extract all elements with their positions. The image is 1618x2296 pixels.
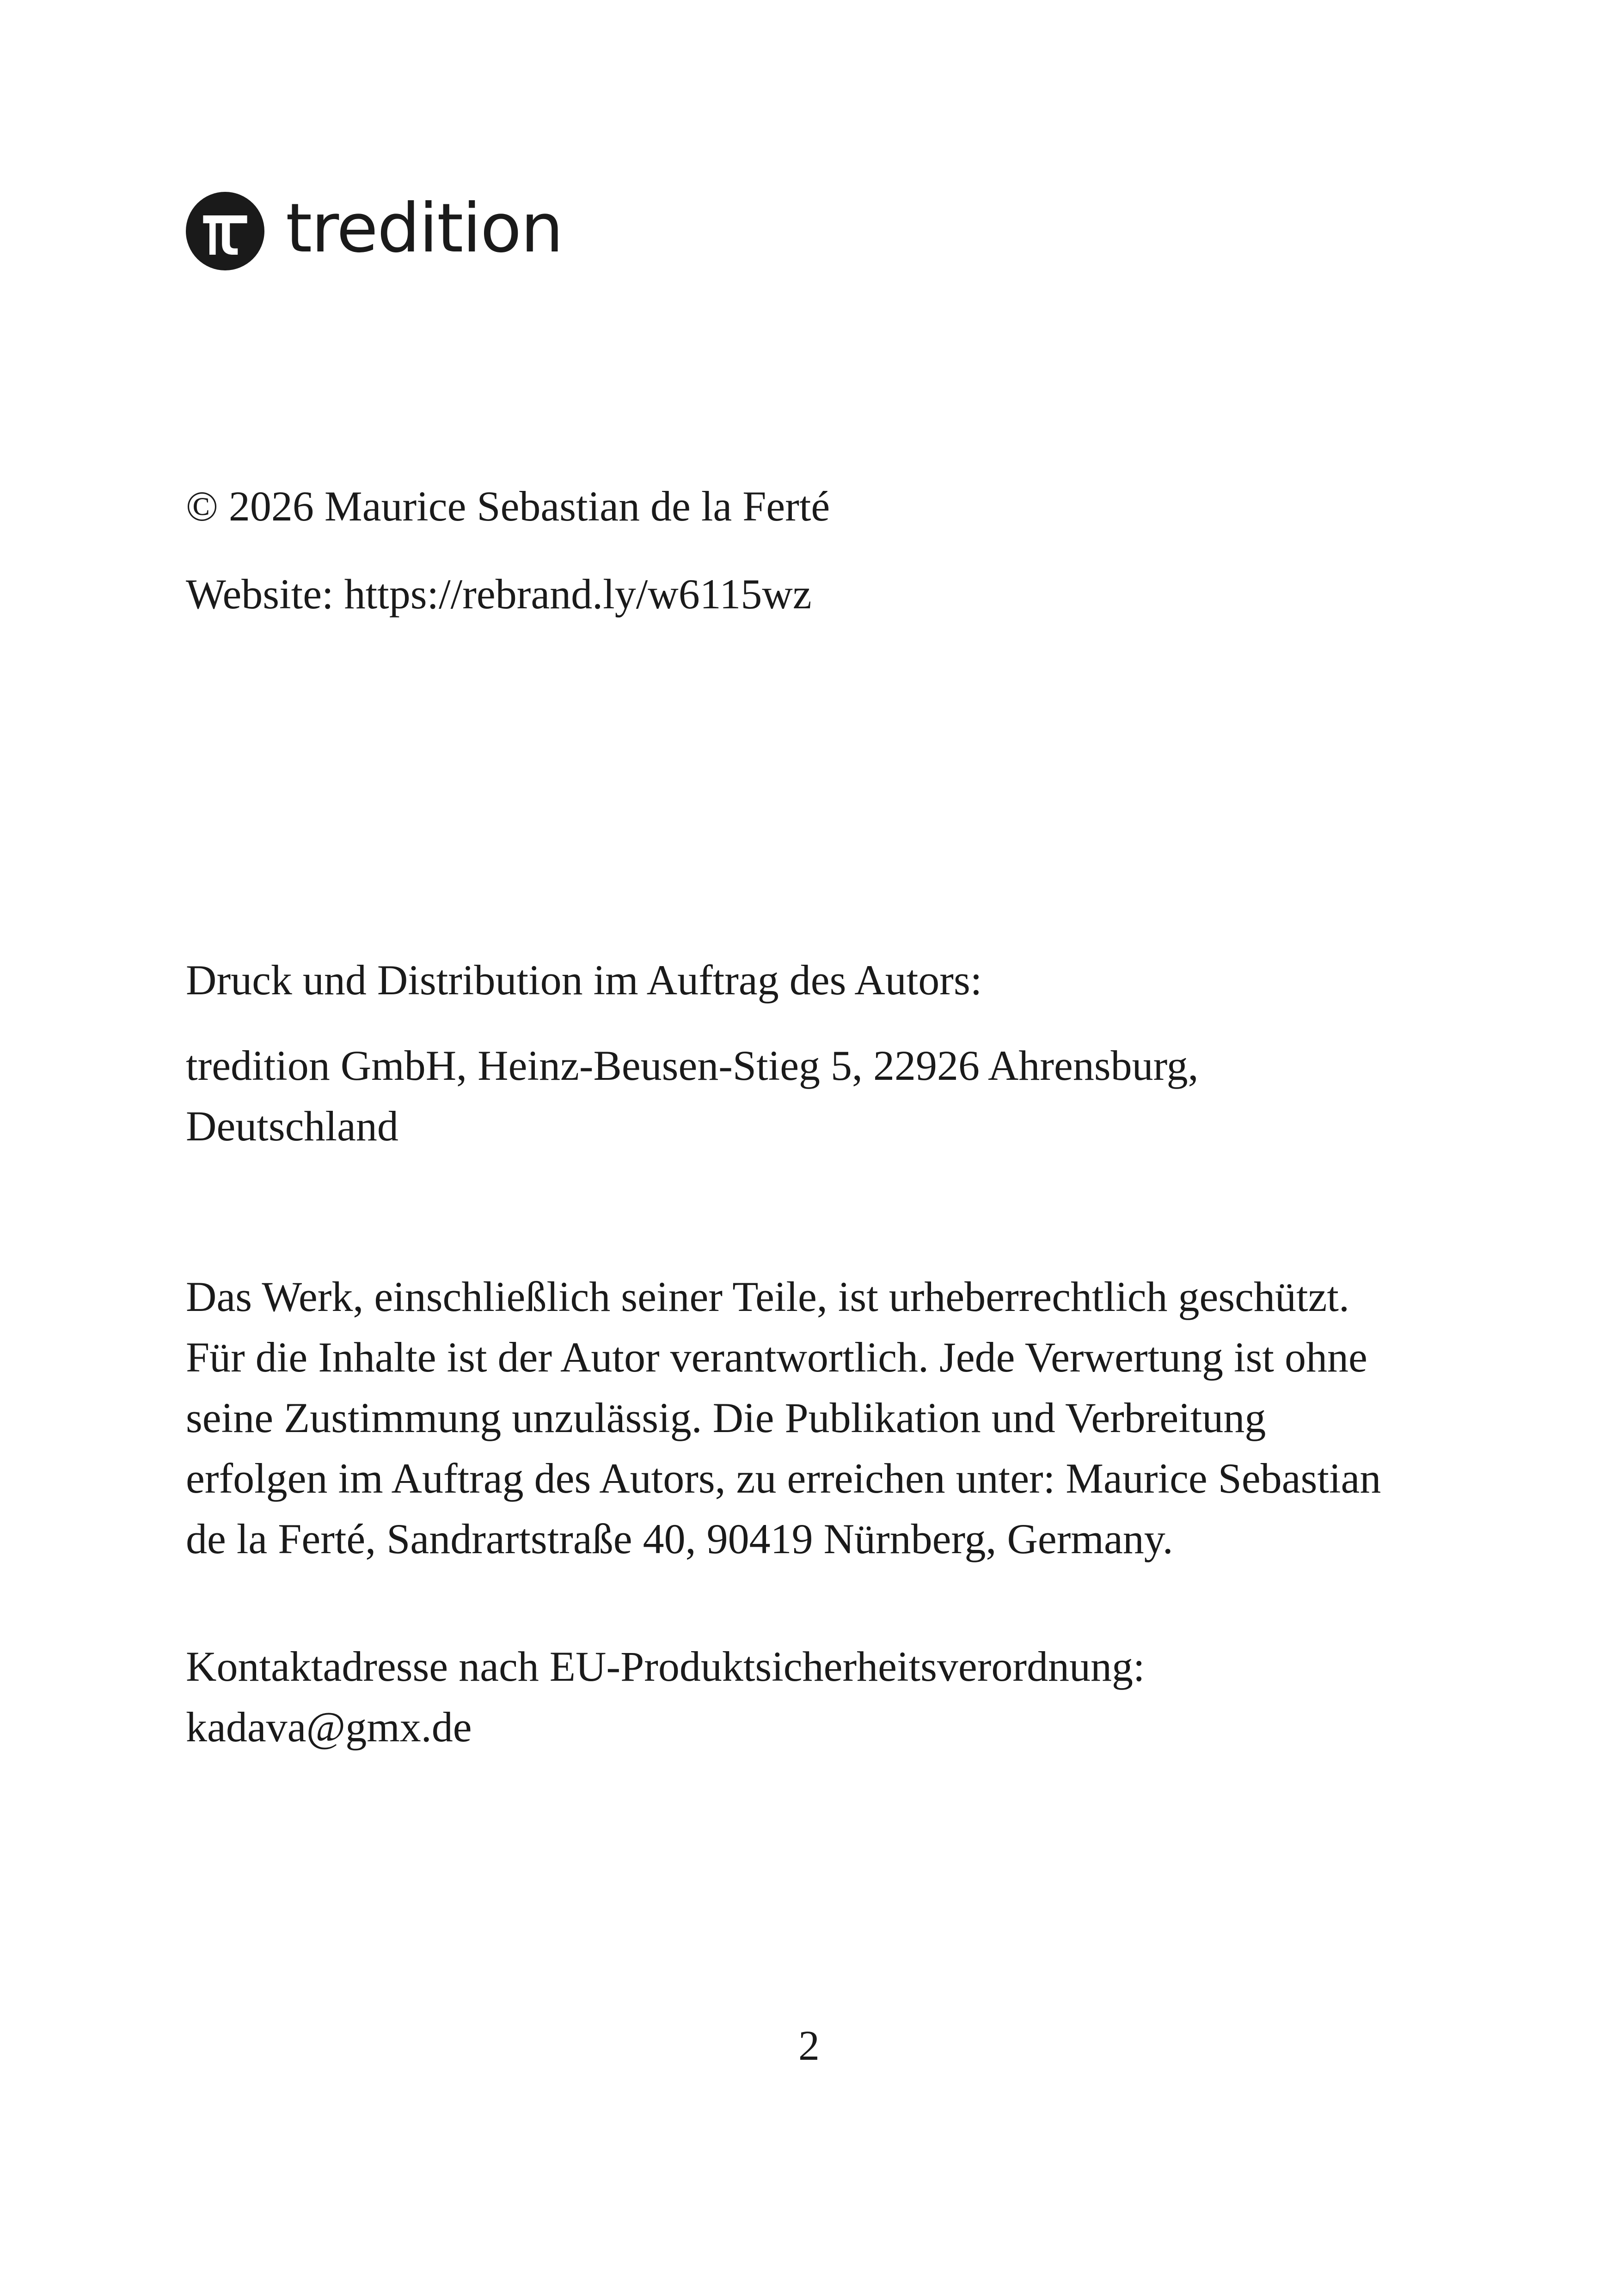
legal-notice-line: Für die Inhalte ist der Autor verantwortlich. Jede Verwertung ist ohne bbox=[186, 1334, 1367, 1381]
contact-email: kadava@gmx.de bbox=[186, 1703, 472, 1751]
tredition-logo bbox=[186, 190, 563, 273]
contact-label: Kontaktadresse nach EU-Produktsicherheitsverordnung: bbox=[186, 1643, 1145, 1690]
print-distribution-heading: Druck und Distribution im Auftrag des Autors: bbox=[186, 956, 982, 1004]
publisher-address-line: tredition GmbH, Heinz-Beusen-Stieg 5, 22926 Ahrensburg, bbox=[186, 1042, 1199, 1089]
page-number: 2 bbox=[798, 2022, 820, 2069]
publisher-address bbox=[186, 1035, 1457, 1157]
legal-notice-line: seine Zustimmung unzulässig. Die Publikation und Verbreitung bbox=[186, 1394, 1266, 1441]
legal-notice-line: de la Ferté, Sandrartstraße 40, 90419 Nürnberg, Germany. bbox=[186, 1515, 1173, 1562]
legal-notice bbox=[186, 1267, 1457, 1569]
copyright-notice: © 2026 Maurice Sebastian de la Ferté bbox=[186, 483, 830, 530]
website-line: Website: https://rebrand.ly/w6115wz bbox=[186, 570, 812, 618]
tredition-logo-icon bbox=[186, 192, 264, 270]
legal-notice-line: erfolgen im Auftrag des Autors, zu erreichen unter: Maurice Sebastian bbox=[186, 1455, 1381, 1502]
legal-notice-line: Das Werk, einschließlich seiner Teile, ist urheberrechtlich geschützt. bbox=[186, 1273, 1349, 1320]
contact-block bbox=[186, 1636, 1457, 1757]
publisher-address-line: Deutschland bbox=[186, 1102, 398, 1150]
tredition-wordmark: tredition bbox=[286, 189, 563, 268]
